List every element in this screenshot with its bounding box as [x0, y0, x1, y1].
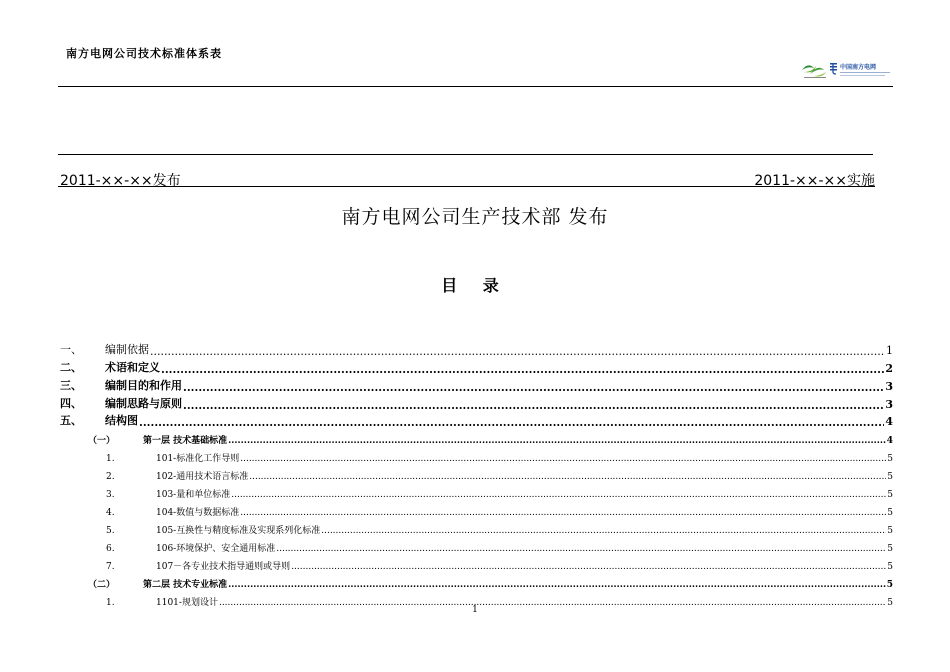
csg-emblem-icon [830, 63, 837, 74]
toc-entry-number: （一） [88, 436, 116, 447]
toc-entry[interactable] [60, 536, 893, 554]
toc-leader-dots [291, 563, 886, 572]
implement-date: 2011-××-××实施 [754, 173, 875, 189]
toc-entry-page: 5 [887, 544, 893, 555]
toc-leader-dots [240, 455, 886, 464]
logo-text: 中国南方电网 [840, 64, 877, 71]
toc-entry-page: 4 [885, 415, 893, 429]
toc-leader-dots [183, 400, 884, 411]
toc-entry-number: 1. [106, 598, 115, 609]
top-divider [58, 154, 873, 155]
toc-leader-dots [228, 437, 886, 446]
toc-entry-text: 101-标准化工作导则 [156, 454, 240, 465]
toc-entry-number: 4. [106, 508, 115, 519]
toc-entry-page: 5 [887, 490, 893, 501]
toc-leader-dots [240, 509, 886, 518]
toc-entry[interactable] [60, 375, 893, 393]
publish-date: 2011-××-××发布 [60, 173, 181, 189]
toc-entry-text: 编制依据 [105, 342, 149, 356]
toc-entry[interactable] [60, 357, 893, 375]
toc-entry-text: 107－各专业技术指导通则或导则 [156, 562, 291, 573]
toc-entry-page: 5 [887, 598, 893, 609]
toc-entry-text: 结构图 [105, 414, 138, 428]
toc-title: 目 录 [441, 276, 509, 295]
toc-entry-page: 5 [887, 472, 893, 483]
toc-entry-text: 103-量和单位标准 [156, 490, 231, 501]
toc-entry-page: 3 [885, 379, 893, 393]
toc-entry-number: 一、 [60, 342, 82, 356]
toc-entry-number: （二） [88, 580, 116, 591]
toc-entry-number: 二、 [60, 360, 82, 374]
toc-entry[interactable] [60, 411, 893, 429]
toc-entry-page: 5 [886, 580, 893, 591]
csg-logo [800, 58, 895, 82]
toc-entry-page: 5 [887, 526, 893, 537]
toc-leader-dots [161, 364, 884, 375]
toc-leader-dots [150, 346, 885, 357]
toc-leader-dots [321, 527, 886, 536]
toc-entry-text: 第一层 技术基础标准 [143, 436, 228, 447]
header-divider [58, 86, 893, 87]
publisher-line: 南方电网公司生产技术部 发布 [341, 206, 609, 228]
toc-entry[interactable] [60, 393, 893, 411]
toc-entry-text: 102-通用技术语言标准 [156, 472, 249, 483]
toc-entry-page: 1 [886, 343, 893, 357]
toc-entry[interactable] [60, 339, 893, 357]
toc-entry-page: 2 [885, 361, 893, 375]
toc-leader-dots [249, 473, 886, 482]
toc-entry[interactable] [60, 482, 893, 500]
toc-entry-page: 5 [887, 508, 893, 519]
toc-entry[interactable] [60, 500, 893, 518]
toc-entry-text: 编制思路与原则 [105, 396, 182, 410]
toc-entry-text: 第二层 技术专业标准 [143, 580, 228, 591]
toc-leader-dots [228, 581, 886, 590]
toc-leader-dots [139, 417, 884, 428]
toc-entry-number: 五、 [60, 414, 82, 428]
toc-leader-dots [231, 491, 886, 500]
toc-entry-number: 1. [106, 454, 115, 465]
toc-entry-number: 5. [106, 526, 115, 537]
toc-entry-number: 7. [106, 562, 115, 573]
toc-entry-text: 105-互换性与精度标准及实现系列化标准 [156, 526, 321, 537]
toc-entry-text: 编制目的和作用 [105, 378, 182, 392]
toc-entry-text: 1101-规划设计 [156, 598, 218, 609]
toc-entry-text: 106-环境保护、安全通用标准 [156, 544, 276, 555]
toc-entry-number: 6. [106, 544, 115, 555]
toc-entry-number: 三、 [60, 378, 82, 392]
toc-entry-page: 3 [885, 397, 893, 411]
toc-entry[interactable] [60, 518, 893, 536]
toc-entry[interactable] [60, 572, 893, 590]
toc-leader-dots [276, 545, 886, 554]
toc-entry-text: 104-数值与数据标准 [156, 508, 240, 519]
toc-entry-page: 4 [886, 436, 893, 447]
document-header-title: 南方电网公司技术标准体系表 [66, 47, 222, 60]
toc-entry[interactable] [60, 464, 893, 482]
table-of-contents [60, 339, 893, 608]
toc-entry-number: 四、 [60, 396, 82, 410]
toc-entry-number: 3. [106, 490, 115, 501]
toc-entry-number: 2. [106, 472, 115, 483]
toc-entry[interactable] [60, 446, 893, 464]
toc-entry[interactable] [60, 554, 893, 572]
leaf-emblem-icon [802, 65, 826, 78]
toc-entry-page: 5 [887, 454, 893, 465]
toc-entry-text: 术语和定义 [105, 360, 160, 374]
toc-entry-page: 5 [887, 562, 893, 573]
page-number: 1 [472, 605, 478, 615]
toc-entry[interactable] [60, 428, 893, 446]
toc-leader-dots [183, 382, 884, 393]
dates-row [58, 170, 875, 187]
